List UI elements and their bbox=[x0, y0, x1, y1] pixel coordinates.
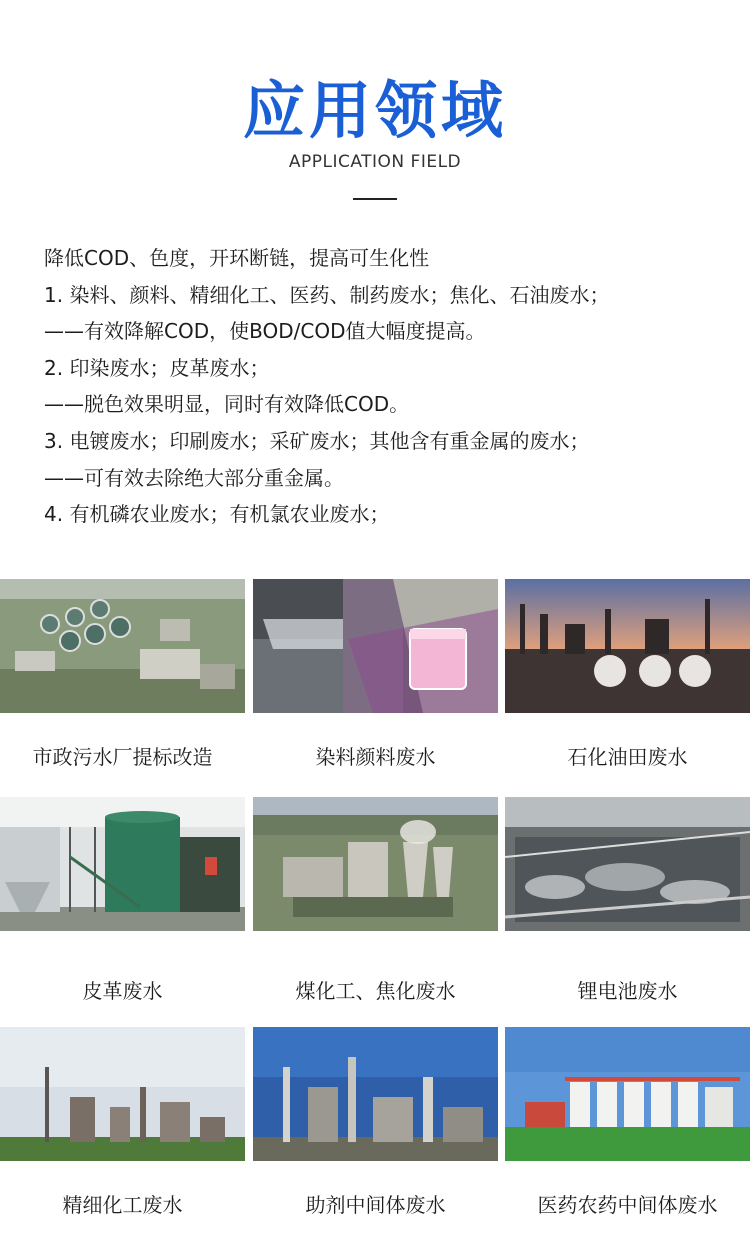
title-divider bbox=[353, 198, 397, 200]
intro-line: ——脱色效果明显，同时有效降低COD。 bbox=[44, 392, 410, 417]
leather-facility-photo bbox=[0, 797, 245, 931]
intro-line: ——可有效去除绝大部分重金属。 bbox=[44, 465, 344, 490]
lithium-battery-photo bbox=[505, 797, 750, 931]
application-caption: 市政污水厂提标改造 bbox=[32, 745, 213, 769]
fine-chemical-photo bbox=[0, 1027, 245, 1161]
intro-line: 1. 染料、颜料、精细化工、医药、制药废水；焦化、石油废水； bbox=[44, 282, 610, 307]
intro-line: 4. 有机磷农业废水；有机氯农业废水； bbox=[44, 502, 390, 527]
intro-text bbox=[44, 240, 734, 533]
application-caption: 精细化工废水 bbox=[62, 1193, 183, 1217]
additive-intermediate-photo bbox=[253, 1027, 498, 1161]
application-caption: 石化油田废水 bbox=[567, 745, 688, 769]
intro-line: 3. 电镀废水；印刷废水；采矿废水；其他含有重金属的废水； bbox=[44, 428, 590, 453]
application-caption: 染料颜料废水 bbox=[315, 745, 436, 769]
municipal-plant-photo bbox=[0, 579, 245, 713]
intro-line: ——有效降解COD，使BOD/COD值大幅度提高。 bbox=[44, 319, 486, 344]
application-caption: 煤化工、焦化废水 bbox=[295, 979, 456, 1003]
coal-chemical-photo bbox=[253, 797, 498, 931]
page-title: 应用领域 bbox=[242, 74, 507, 147]
application-caption: 皮革废水 bbox=[82, 979, 163, 1003]
application-caption: 助剂中间体废水 bbox=[305, 1193, 446, 1217]
intro-line: 2. 印染废水；皮革废水； bbox=[44, 355, 270, 380]
page-subtitle: APPLICATION FIELD bbox=[288, 152, 462, 172]
pharma-pesticide-photo bbox=[505, 1027, 750, 1161]
refinery-photo bbox=[505, 579, 750, 713]
application-caption: 医药农药中间体废水 bbox=[537, 1193, 718, 1217]
dye-water-photo bbox=[253, 579, 498, 713]
intro-line: 降低COD、色度，开环断链，提高可生化性 bbox=[44, 246, 430, 270]
application-caption: 锂电池废水 bbox=[577, 979, 678, 1003]
